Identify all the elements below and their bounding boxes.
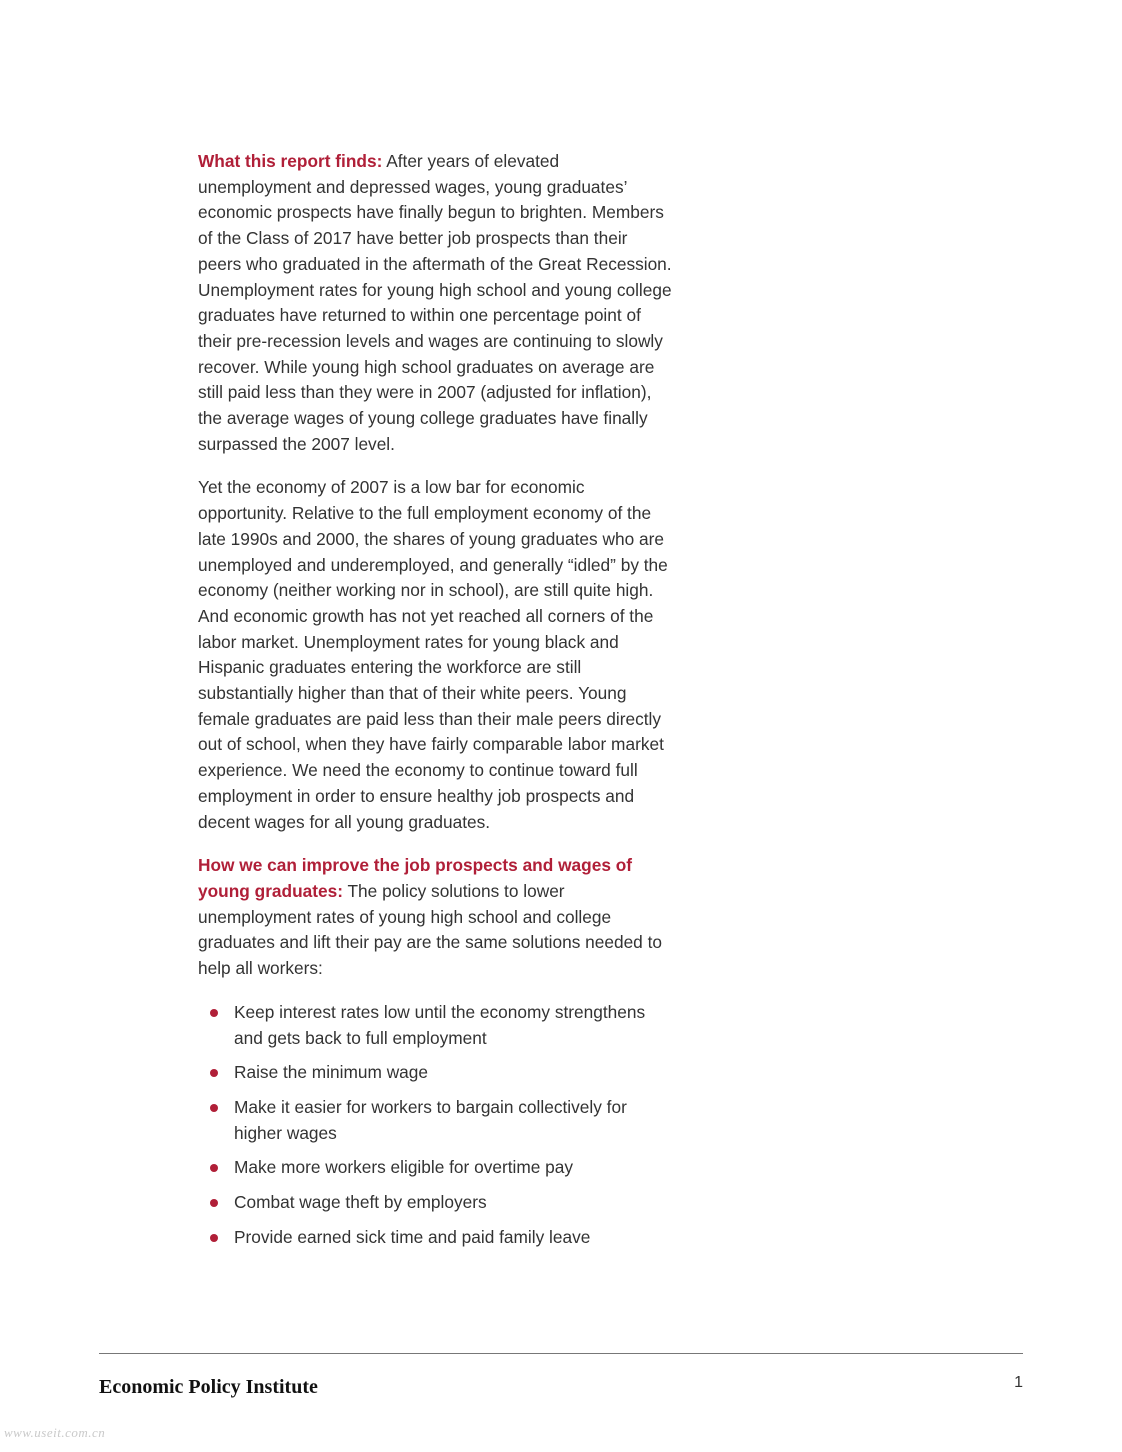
list-item-text: Make more workers eligible for overtime pay (234, 1157, 574, 1178)
report-summary (198, 149, 673, 1259)
policy-list (198, 1000, 673, 1251)
watermark: www.useit.com.cn (4, 1425, 106, 1440)
list-item-text: Combat wage theft by employers (234, 1192, 487, 1213)
list-item (234, 1155, 673, 1181)
bullet-icon (210, 1069, 218, 1077)
list-item (234, 1095, 673, 1146)
footer-divider (99, 1353, 1023, 1354)
context-paragraph: Yet the economy of 2007 is a low bar for economic opportunity. Relative to the full employment economy of the late 1990s and 2000, the shares of young graduates who are unemployed and underemployed, and generally “idled” by the economy (neither working nor in school), are still quite high. And economic growth has not yet reached all corners of the labor market. Unemployment rates for young black and Hispanic graduates entering the workforce are still substantially higher than that of their white peers. Young female graduates are paid less than their male peers directly out of school, when they have fairly comparable labor market experience. We need the economy to continue toward full employment in order to ensure healthy job prospects and decent wages for all young graduates. (198, 477, 668, 832)
list-item (234, 1225, 673, 1251)
findings-text: After years of elevated unemployment and depressed wages, young graduates’ economic prospects have finally begun to brighten. Members of the Class of 2017 have better job prospects than their peers who graduated in the aftermath of the Great Recession. Unemployment rates for young high school and young college graduates have returned to within one percentage point of their pre-recession levels and wages are continuing to slowly recover. While young high school graduates on average are still paid less than they were in 2007 (adjusted for inflation), the average wages of young college graduates have finally surpassed the 2007 level. (198, 151, 672, 454)
organization-name: Economic Policy Institute (99, 1376, 318, 1398)
improve-lead: How we can improve the job prospects and wages of young graduates: (198, 855, 633, 901)
improve-paragraph (198, 853, 673, 982)
improve-text: The policy solutions to lower unemployment rates of young high school and college graduates and lift their pay are the same solutions needed to help all workers: (198, 880, 663, 979)
bullet-icon (210, 1009, 218, 1017)
list-item-text: Provide earned sick time and paid family leave (234, 1226, 591, 1247)
findings-paragraph (198, 149, 673, 457)
list-item-text: Keep interest rates low until the economy strengthens and gets back to full employment (234, 1001, 646, 1048)
bullet-icon (210, 1234, 218, 1242)
bullet-icon (210, 1199, 218, 1207)
list-item-text: Raise the minimum wage (234, 1062, 429, 1083)
list-item (234, 1190, 673, 1216)
list-item (234, 1060, 673, 1086)
bullet-icon (210, 1104, 218, 1112)
findings-lead: What this report finds: (198, 151, 383, 171)
list-item-text: Make it easier for workers to bargain collectively for higher wages (234, 1096, 627, 1143)
page-number: 1 (1014, 1374, 1023, 1391)
bullet-icon (210, 1164, 218, 1172)
list-item (234, 1000, 673, 1051)
